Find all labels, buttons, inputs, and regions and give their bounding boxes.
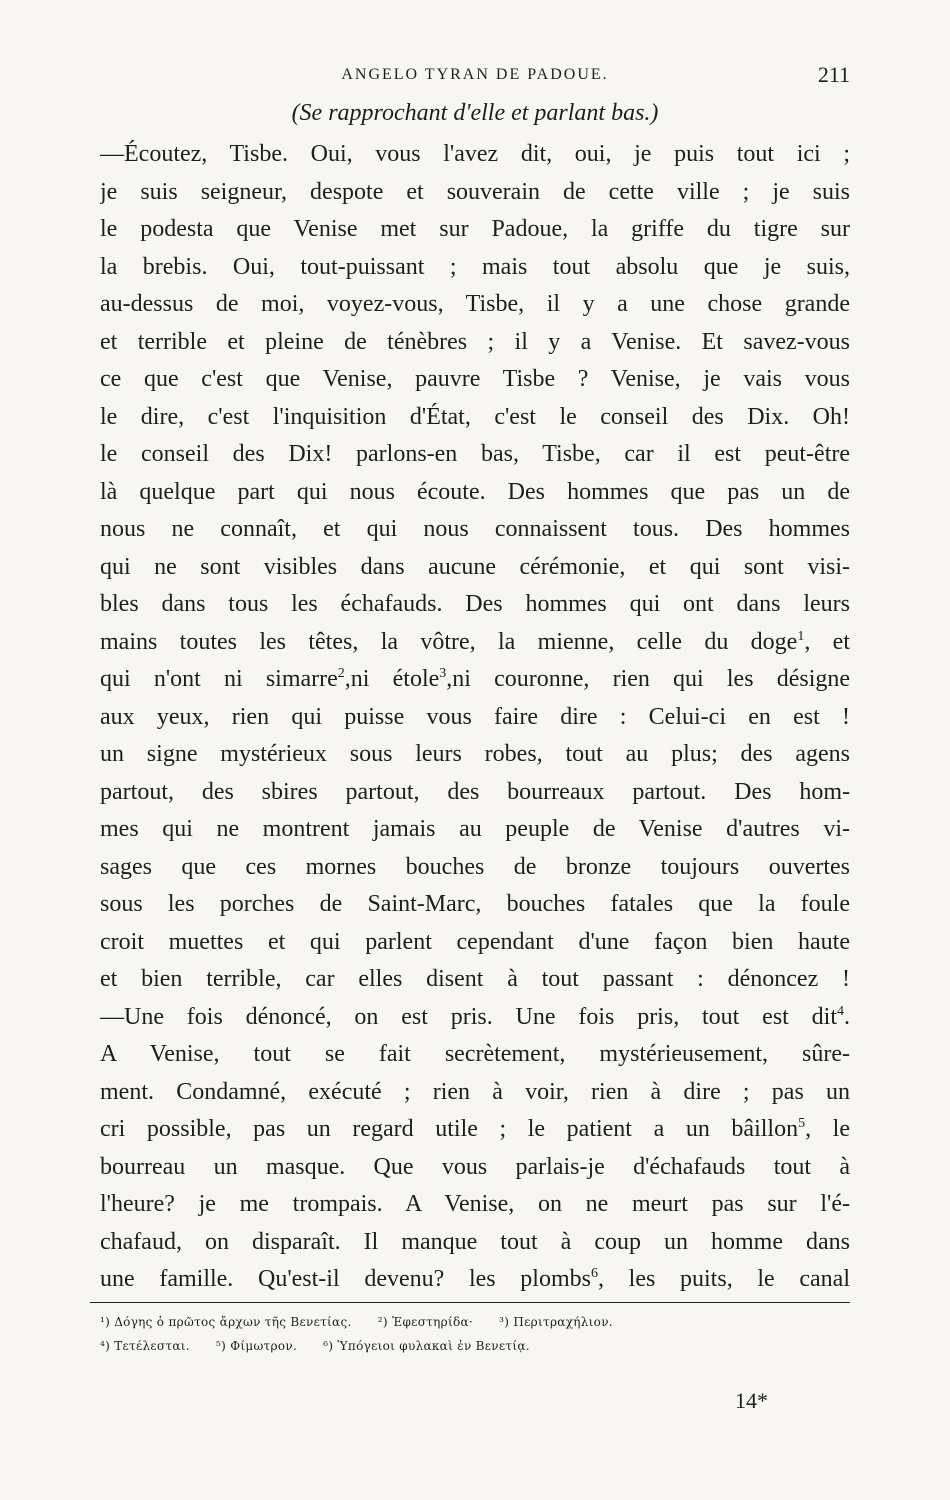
- line-text: aux yeux, rien qui puisse vous faire dire : Celui-ci en est !: [100, 703, 850, 730]
- text-line: [100, 136, 850, 174]
- text-line: [100, 924, 850, 962]
- line-text: ,ni étole: [344, 666, 440, 692]
- line-text: nous ne connaît, et qui nous connaissent tous. Des hommes: [100, 516, 850, 542]
- line-text: bourreau un masque. Que vous parlais-je d'échafauds tout à: [100, 1153, 850, 1180]
- line-text: un signe mystérieux sous leurs robes, tout au plus; des agens: [100, 741, 850, 767]
- text-line: [100, 1261, 850, 1299]
- text-line: [100, 211, 850, 249]
- text-line: [100, 886, 850, 924]
- line-text: , le: [805, 1116, 850, 1142]
- text-line: [100, 549, 850, 587]
- line-text: mes qui ne montrent jamais au peuple de Venise d'autres vi-: [100, 816, 850, 842]
- line-text: partout, des sbires partout, des bourreaux partout. Des hom-: [100, 778, 850, 805]
- text-line: [100, 1186, 850, 1224]
- line-text: sages que ces mornes bouches de bronze toujours ouvertes: [100, 853, 850, 880]
- line-text: , les puits, le canal: [597, 1266, 850, 1292]
- text-line: [100, 811, 850, 849]
- text-line: [100, 286, 850, 324]
- line-text: bles dans tous les échafauds. Des hommes qui ont dans leurs: [100, 591, 850, 617]
- text-line: [100, 249, 850, 287]
- line-text: —Une fois dénoncé, on est pris. Une fois pris, tout est dit: [100, 1003, 837, 1030]
- stage-direction: (Se rapprochant d'elle et parlant bas.): [291, 100, 659, 126]
- footnote-ref: 5: [798, 1116, 806, 1131]
- text-line: [100, 999, 850, 1037]
- footnote-2-mark: ²): [377, 1315, 388, 1329]
- page-header: [100, 62, 850, 90]
- line-text: mains toutes les têtes, la vôtre, la mienne, celle du doge: [100, 628, 798, 655]
- footnote-6: Ὑπόγειοι φυλακαὶ ἐν Βενετίᾳ.: [337, 1339, 530, 1353]
- text-line: [100, 624, 850, 662]
- footnote-3: Περιτραχήλιον.: [513, 1315, 613, 1329]
- line-text: chafaud, on disparaît. Il manque tout à coup un homme dans: [100, 1228, 850, 1255]
- text-line: [100, 174, 850, 212]
- line-text: et bien terrible, car elles disent à tout passant : dénoncez !: [100, 966, 850, 992]
- footnote-1: Δόγης ὁ πρῶτος ἄρχων τῆς Βενετίας.: [114, 1315, 352, 1329]
- text-line: [100, 849, 850, 887]
- text-line: [100, 324, 850, 362]
- line-text: ment. Condamné, exécuté ; rien à voir, rien à dire ; pas un: [100, 1078, 850, 1105]
- line-text: —Écoutez, Tisbe. Oui, vous l'avez dit, oui, je puis tout ici ;: [100, 141, 850, 167]
- line-text: cri possible, pas un regard utile ; le patient a un bâillon: [100, 1116, 799, 1142]
- text-line: [100, 736, 850, 774]
- text-line: [100, 1111, 850, 1149]
- line-text: une famille. Qu'est-il devenu? les plombs: [100, 1266, 591, 1292]
- line-text: la brebis. Oui, tout-puissant ; mais tout absolu que je suis,: [100, 253, 850, 280]
- line-text: l'heure? je me trompais. A Venise, on ne meurt pas sur l'é-: [100, 1191, 850, 1217]
- line-text: le conseil des Dix! parlons-en bas, Tisbe, car il est peut-être: [100, 441, 850, 467]
- line-text: ,ni couronne, rien qui les désigne: [446, 666, 850, 692]
- line-text: , et: [804, 628, 850, 655]
- footnote-6-mark: ⁶): [323, 1339, 334, 1353]
- line-text: et terrible et pleine de ténèbres ; il y a Venise. Et savez-vous: [100, 328, 850, 355]
- line-text: je suis seigneur, despote et souverain de cette ville ; je suis: [100, 178, 850, 205]
- text-line: [100, 699, 850, 737]
- page-number: 211: [817, 62, 850, 87]
- footnote-ref: 2: [337, 666, 345, 681]
- text-line: [100, 961, 850, 999]
- footnote-5: Φίμωτρον.: [230, 1339, 298, 1353]
- line-text: qui n'ont ni simarre: [100, 666, 338, 692]
- text-line: [100, 1036, 850, 1074]
- footnote-line-1: [100, 1310, 850, 1334]
- footnote-1-mark: ¹): [100, 1315, 111, 1329]
- signature-mark: 14*: [735, 1388, 768, 1413]
- text-line: [100, 436, 850, 474]
- line-text: là quelque part qui nous écoute. Des hommes que pas un de: [100, 478, 850, 505]
- text-line: [100, 1074, 850, 1112]
- text-line: [100, 474, 850, 512]
- footnote-line-2: [100, 1334, 850, 1358]
- line-text: A Venise, tout se fait secrètement, mystérieusement, sûre-: [100, 1041, 850, 1067]
- line-text: .: [844, 1003, 850, 1030]
- footnote-ref: 6: [590, 1266, 598, 1281]
- footnote-rule: [90, 1302, 850, 1303]
- line-text: le podesta que Venise met sur Padoue, la griffe du tigre sur: [100, 216, 850, 242]
- footnote-3-mark: ³): [499, 1315, 510, 1329]
- text-line: [100, 586, 850, 624]
- footnote-ref: 1: [797, 628, 805, 644]
- text-line: [100, 1224, 850, 1262]
- line-text: croit muettes et qui parlent cependant d'une façon bien haute: [100, 928, 850, 955]
- running-title: ANGELO TYRAN DE PADOUE.: [341, 66, 609, 83]
- body-text: [100, 136, 850, 1299]
- text-line: [100, 774, 850, 812]
- footnote-ref: 3: [439, 666, 447, 681]
- text-line: [100, 1149, 850, 1187]
- footnote-5-mark: ⁵): [216, 1339, 227, 1353]
- footnote-2: Ἐφεστηρίδα·: [391, 1315, 474, 1329]
- line-text: le dire, c'est l'inquisition d'État, c'est le conseil des Dix. Oh!: [100, 403, 850, 430]
- text-line: [100, 399, 850, 437]
- footnotes: [100, 1310, 850, 1358]
- line-text: sous les porches de Saint-Marc, bouches fatales que la foule: [100, 891, 850, 917]
- footnote-4-mark: ⁴): [100, 1339, 111, 1353]
- line-text: ce que c'est que Venise, pauvre Tisbe ? Venise, je vais vous: [100, 366, 850, 392]
- footnote-ref: 4: [837, 1003, 844, 1019]
- text-line: [100, 511, 850, 549]
- line-text: qui ne sont visibles dans aucune cérémonie, et qui sont visi-: [100, 553, 850, 580]
- text-line: [100, 361, 850, 399]
- line-text: au-dessus de moi, voyez-vous, Tisbe, il y a une chose grande: [100, 291, 850, 317]
- footnote-4: Τετέλεσται.: [114, 1339, 190, 1353]
- text-line: [100, 661, 850, 699]
